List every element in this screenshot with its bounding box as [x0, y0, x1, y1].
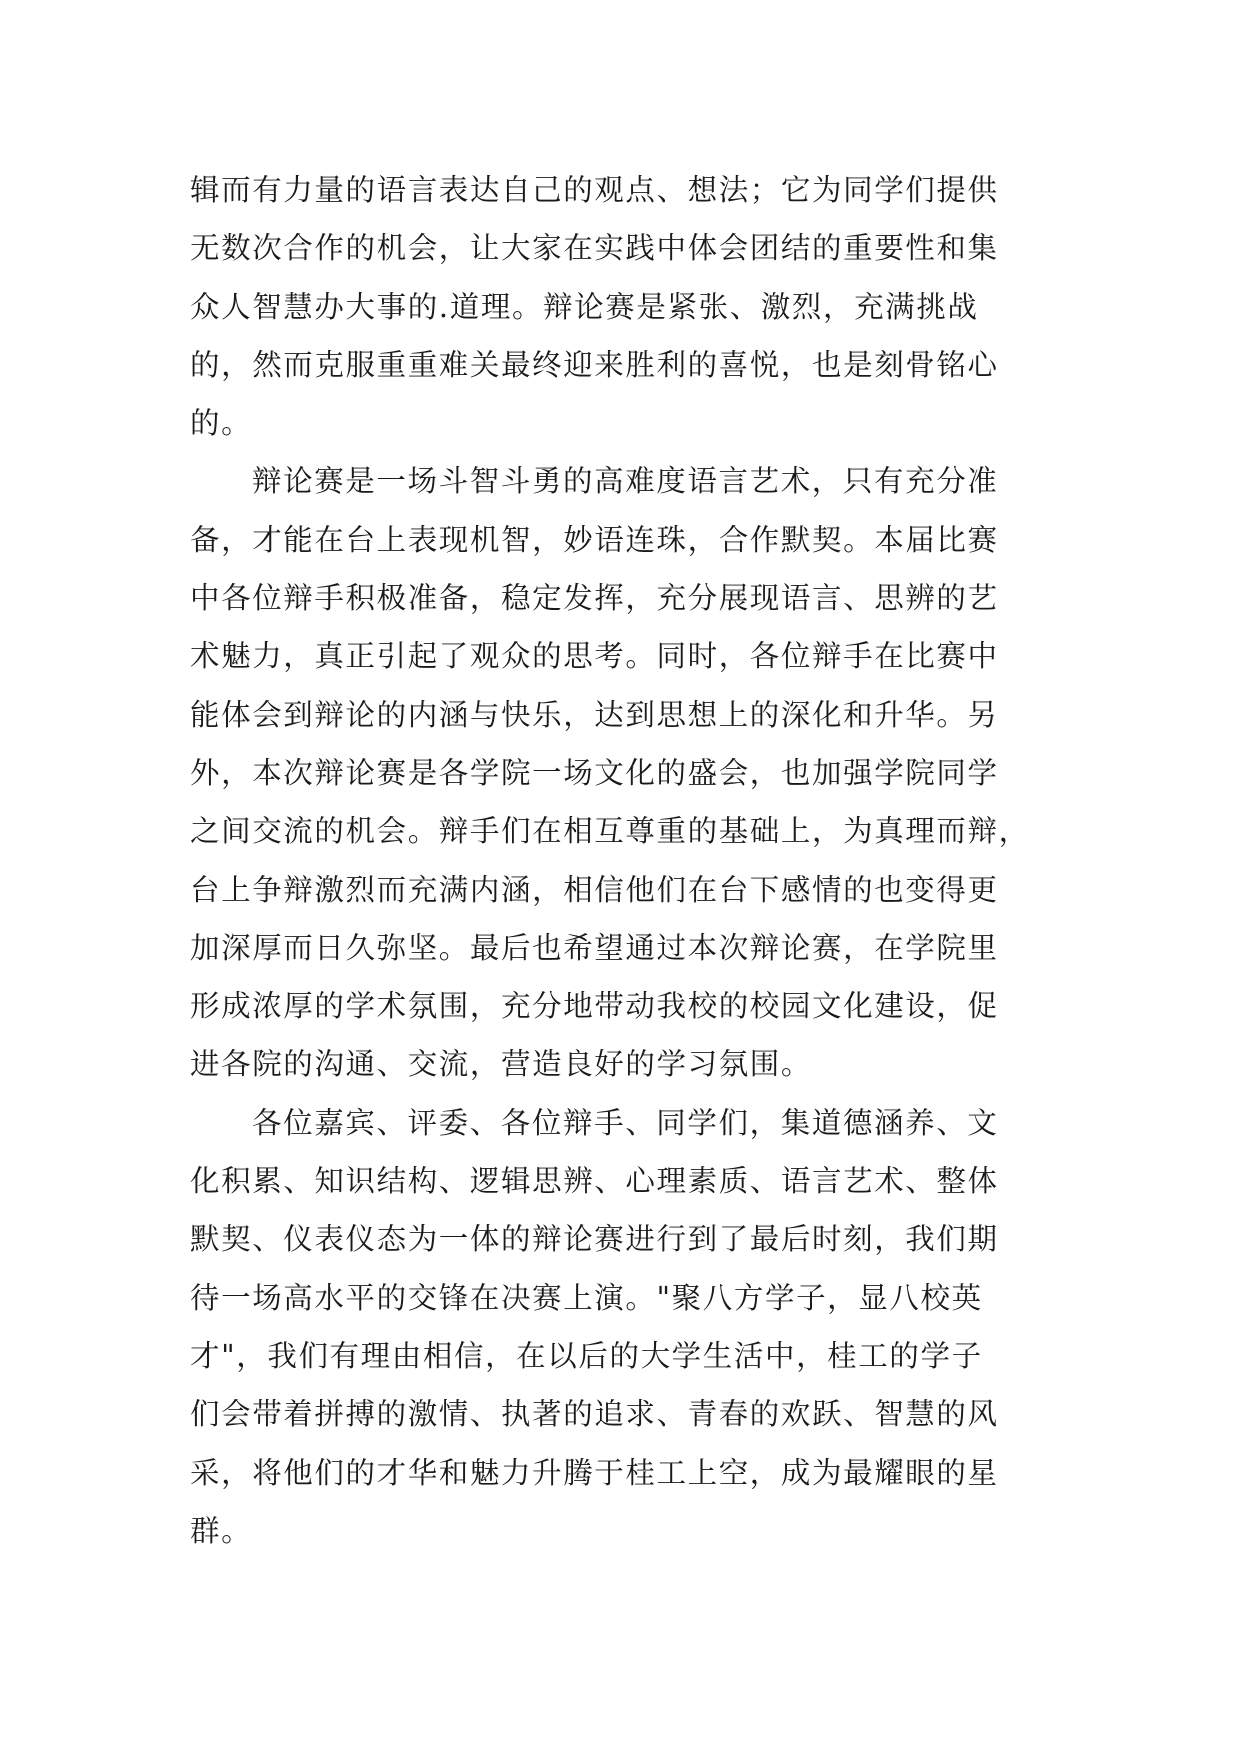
text-line: 外，本次辩论赛是各学院一场文化的盛会，也加强学院同学: [190, 755, 999, 790]
text-line: 采，将他们的才华和魅力升腾于桂工上空，成为最耀眼的星: [190, 1455, 999, 1490]
text-line: 无数次合作的机会，让大家在实践中体会团结的重要性和集: [190, 231, 999, 266]
paragraph-1: [190, 161, 1070, 452]
text-line: 才"，我们有理由相信，在以后的大学生活中，桂工的学子: [190, 1338, 983, 1373]
text-line: 辩论赛是一场斗智斗勇的高难度语言艺术，只有充分准: [252, 464, 999, 499]
text-line: 默契、仪表仪态为一体的辩论赛进行到了最后时刻，我们期: [190, 1222, 999, 1257]
text-line: 化积累、知识结构、逻辑思辨、心理素质、语言艺术、整体: [190, 1164, 999, 1199]
text-line: 的，然而克服重重难关最终迎来胜利的喜悦，也是刻骨铭心: [190, 347, 999, 382]
text-line: 各位嘉宾、评委、各位辩手、同学们，集道德涵养、文: [252, 1105, 999, 1140]
text-line: 台上争辩激烈而充满内涵，相信他们在台下感情的也变得更: [190, 872, 999, 907]
text-line: 众人智慧办大事的.道理。辩论赛是紧张、激烈，充满挑战: [190, 289, 979, 324]
text-line: 进各院的沟通、交流，营造良好的学习氛围。: [190, 1047, 813, 1082]
text-line: 辑而有力量的语言表达自己的观点、想法；它为同学们提供: [190, 173, 999, 207]
text-line: 加深厚而日久弥坚。最后也希望通过本次辩论赛，在学院里: [190, 930, 999, 965]
text-line: 能体会到辩论的内涵与快乐，达到思想上的深化和升华。另: [190, 697, 999, 732]
paragraph-3: [190, 1094, 1070, 1560]
text-line: 群。: [190, 1513, 253, 1548]
text-line: 之间交流的机会。辩手们在相互尊重的基础上，为真理而辩，: [190, 814, 1030, 849]
text-line: 术魅力，真正引起了观众的思考。同时，各位辩手在比赛中: [190, 639, 999, 674]
text-line: 中各位辩手积极准备，稳定发挥，充分展现语言、思辨的艺: [190, 581, 999, 616]
text-line: 的。: [190, 406, 253, 441]
text-line: 们会带着拼搏的激情、执著的追求、青春的欢跃、智慧的风: [190, 1397, 999, 1432]
document-body: [190, 161, 1070, 1560]
text-line: 形成浓厚的学术氛围，充分地带动我校的校园文化建设，促: [190, 989, 999, 1024]
paragraph-2: [190, 452, 1070, 1093]
text-line: 待一场高水平的交锋在决赛上演。"聚八方学子，显八校英: [190, 1280, 983, 1315]
text-line: 备，才能在台上表现机智，妙语连珠，合作默契。本届比赛: [190, 522, 999, 557]
